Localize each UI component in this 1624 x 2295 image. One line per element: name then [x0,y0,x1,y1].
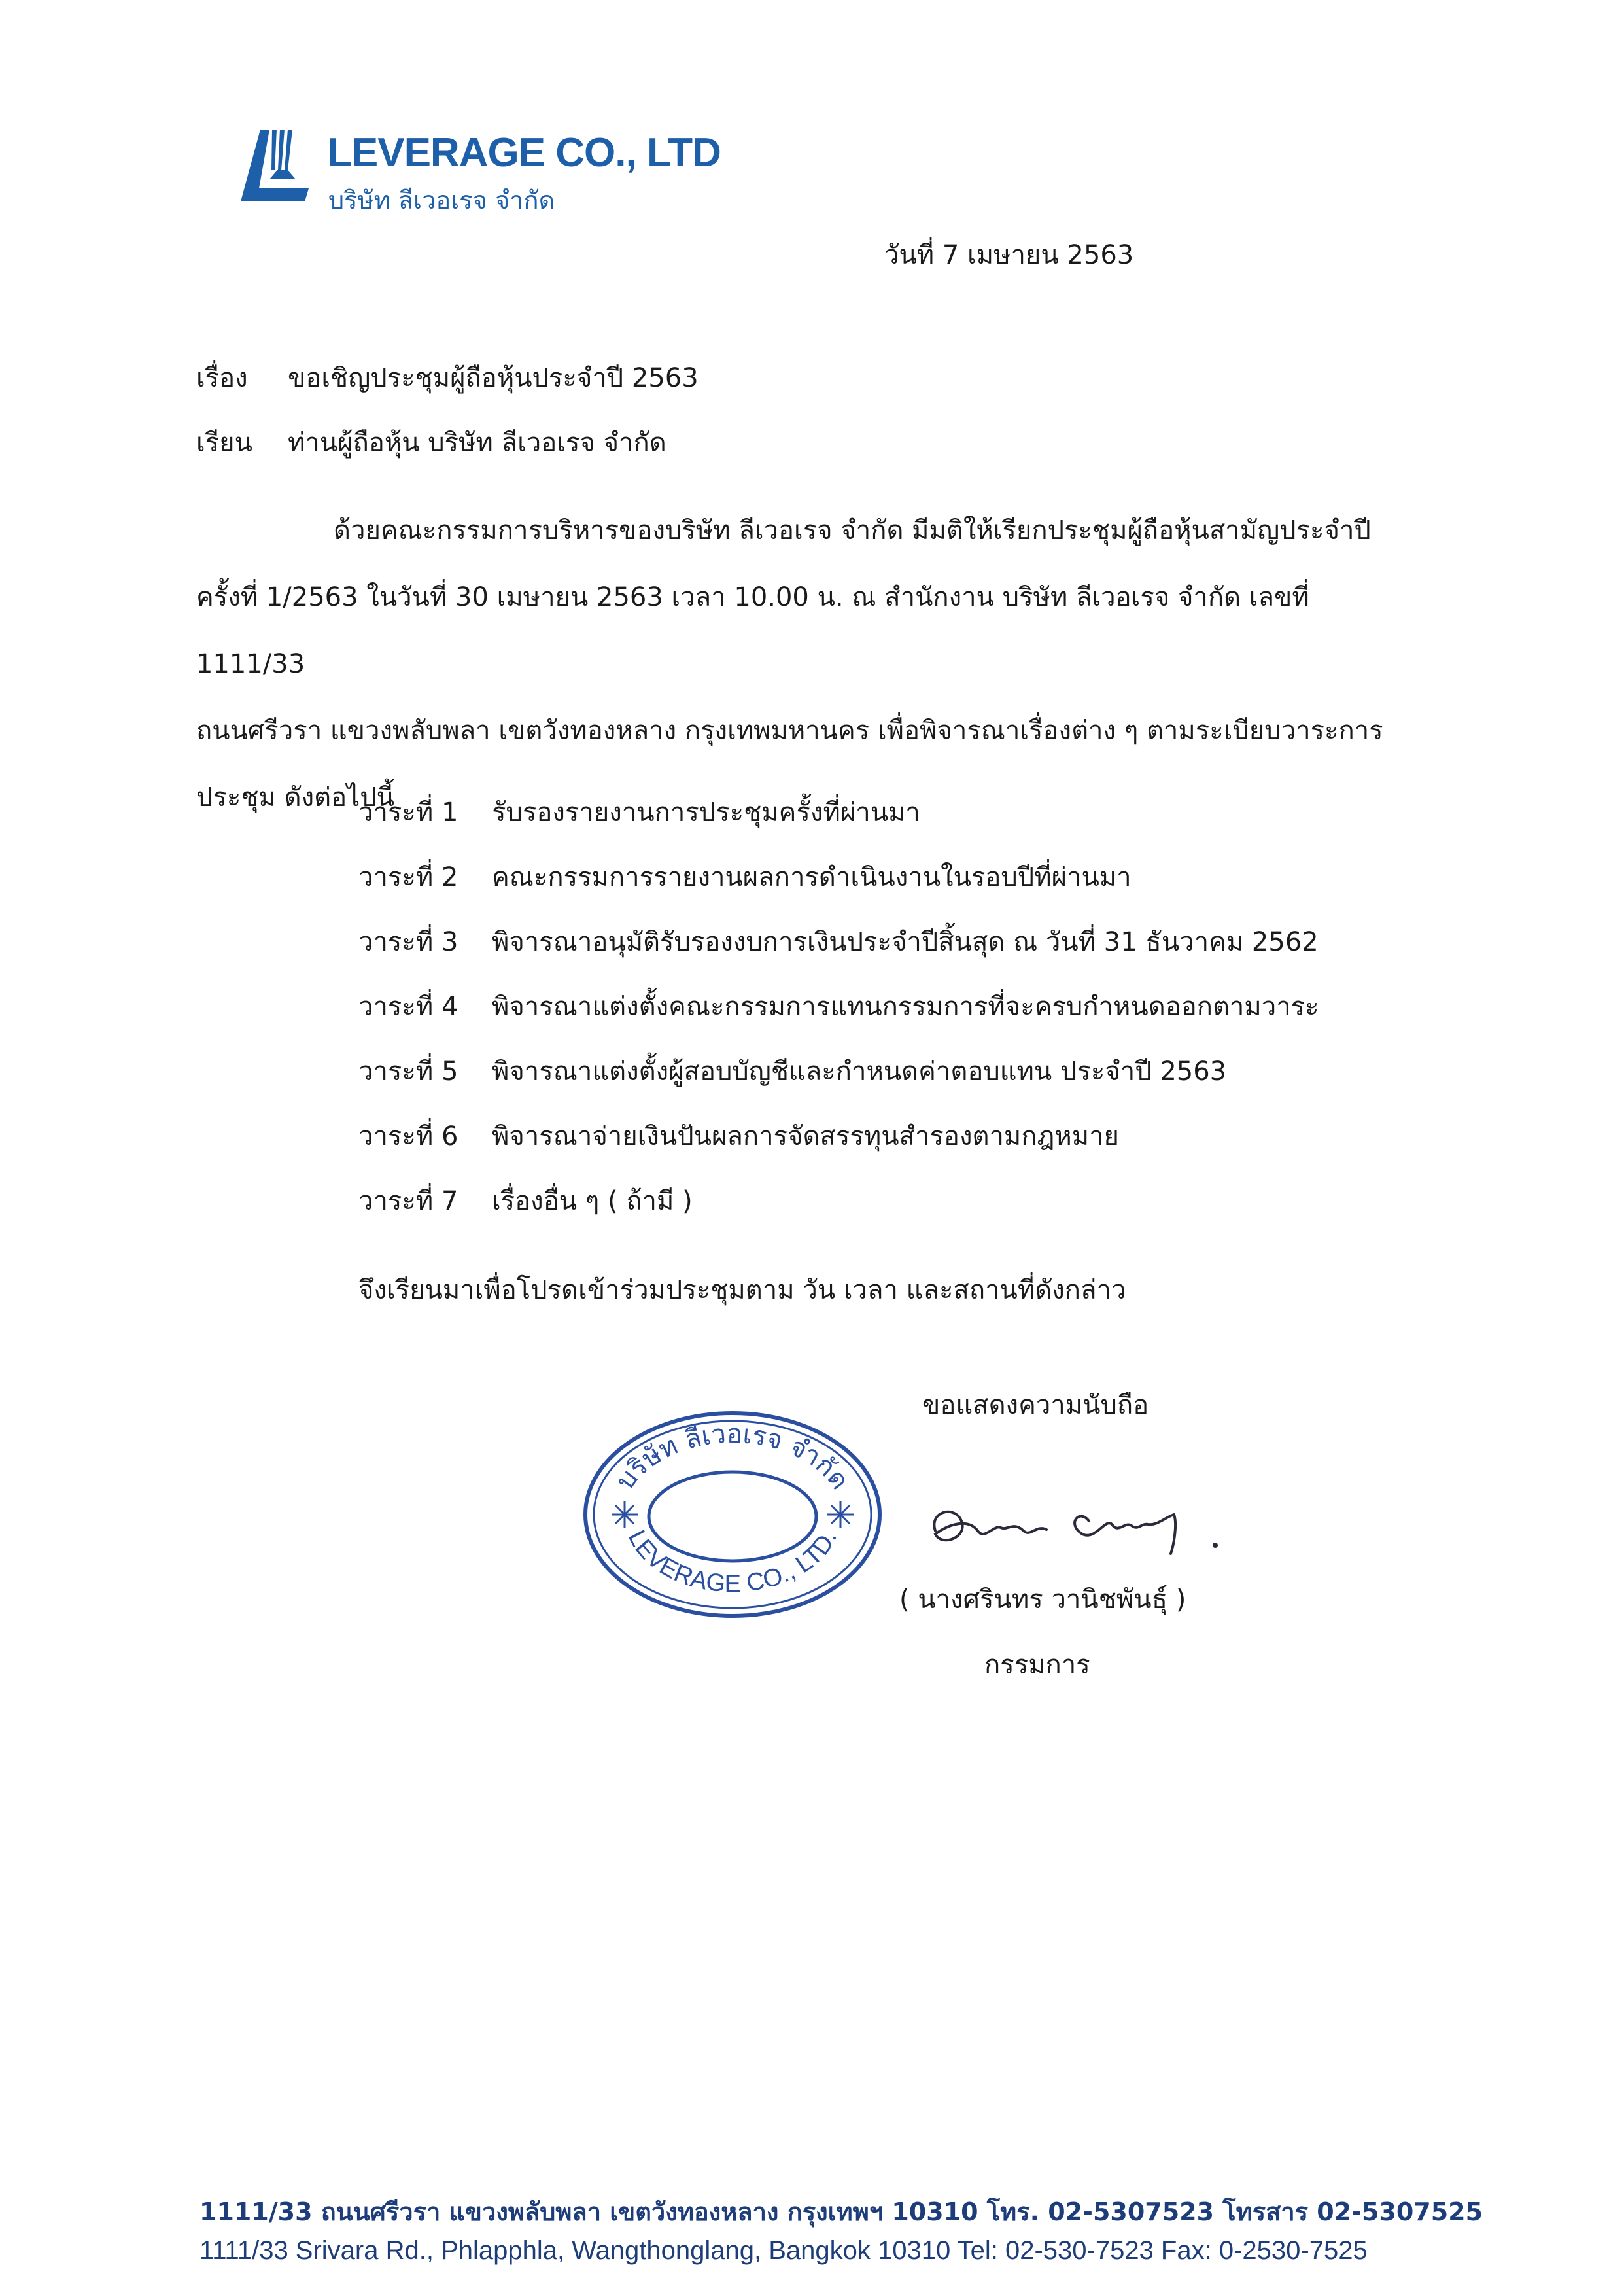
agenda-number: วาระที่ 1 [358,797,458,828]
agenda-text: พิจารณาแต่งตั้งคณะกรรมการแทนกรรมการที่จะครบกำหนดออกตามวาระ [492,992,1319,1022]
agenda-number: วาระที่ 6 [358,1121,458,1151]
recipient-label: เรียน [196,428,252,458]
agenda-number: วาระที่ 2 [358,862,458,892]
agenda-number: วาระที่ 4 [358,992,458,1022]
company-name-th: บริษัท ลีเวอเรจ จำกัด [328,186,555,215]
agenda-text: พิจารณาจ่ายเงินปันผลการจัดสรรทุนสำรองตามกฎหมาย [492,1121,1119,1151]
agenda-text: เรื่องอื่น ๆ ( ถ้ามี ) [492,1186,693,1216]
footer-address-en: 1111/33 Srivara Rd., Phlapphla, Wangthonglang, Bangkok 10310 Tel: 02-530-7523 Fax: 0-2530-7525 [199,2236,1368,2265]
stamp-top-text: บริษัท ลีเวอเรจ จำกัด [610,1418,855,1496]
agenda-text: รับรองรายงานการประชุมครั้งที่ผ่านมา [492,797,920,828]
agenda-number: วาระที่ 5 [358,1057,458,1087]
body-line: ถนนศรีวรา แขวงพลับพลา เขตวังทองหลาง กรุงเทพมหานคร เพื่อพิจารณาเรื่องต่าง ๆ ตามระเบียบวาระการ [196,716,1383,746]
subject-text: ขอเชิญประชุมผู้ถือหุ้นประจำปี 2563 [288,363,699,393]
body-paragraph [196,497,1426,831]
letter-date: วันที่ 7 เมษายน 2563 [884,240,1134,270]
closing-sentence: จึงเรียนมาเพื่อโปรดเข้าร่วมประชุมตาม วัน เวลา และสถานที่ดังกล่าว [358,1275,1126,1305]
handwritten-signature [916,1485,1256,1564]
agenda-text: คณะกรรมการรายงานผลการดำเนินงานในรอบปีที่ผ่านมา [492,862,1132,892]
agenda-number: วาระที่ 3 [358,927,458,957]
body-line: ประชุม ดังต่อไปนี้ [196,782,394,813]
regards: ขอแสดงความนับถือ [922,1390,1149,1420]
agenda-number: วาระที่ 7 [358,1186,458,1216]
leverage-logo-icon [235,124,314,206]
footer-address-th: 1111/33 ถนนศรีวรา แขวงพลับพลา เขตวังทองหลาง กรุงเทพฯ 10310 โทร. 02-5307523 โทรสาร 02-5307525 [199,2198,1483,2226]
body-line: ครั้งที่ 1/2563 ในวันที่ 30 เมษายน 2563 เวลา 10.00 น. ณ สำนักงาน บริษัท ลีเวอเรจ จำกัด เลขที่ 1111/33 [196,582,1309,679]
body-line: ด้วยคณะกรรมการบริหารของบริษัท ลีเวอเรจ จำกัด มีมติให้เรียกประชุมผู้ถือหุ้นสามัญประจำปี [334,516,1371,546]
signer-name: ( นางศรินทร วานิชพันธุ์ ) [899,1585,1186,1615]
signer-position: กรรมการ [984,1650,1090,1680]
stamp-bottom-text: LEVERAGE CO., LTD. [622,1526,843,1598]
company-name-en: LEVERAGE CO., LTD [327,130,721,175]
recipient-text: ท่านผู้ถือหุ้น บริษัท ลีเวอเรจ จำกัด [288,428,666,458]
subject-label: เรื่อง [196,363,248,393]
company-stamp-icon [576,1407,890,1622]
agenda-text: พิจารณาอนุมัติรับรองงบการเงินประจำปีสิ้นสุด ณ วันที่ 31 ธันวาคม 2562 [492,927,1319,957]
agenda-text: พิจารณาแต่งตั้งผู้สอบบัญชีและกำหนดค่าตอบแทน ประจำปี 2563 [492,1057,1227,1087]
